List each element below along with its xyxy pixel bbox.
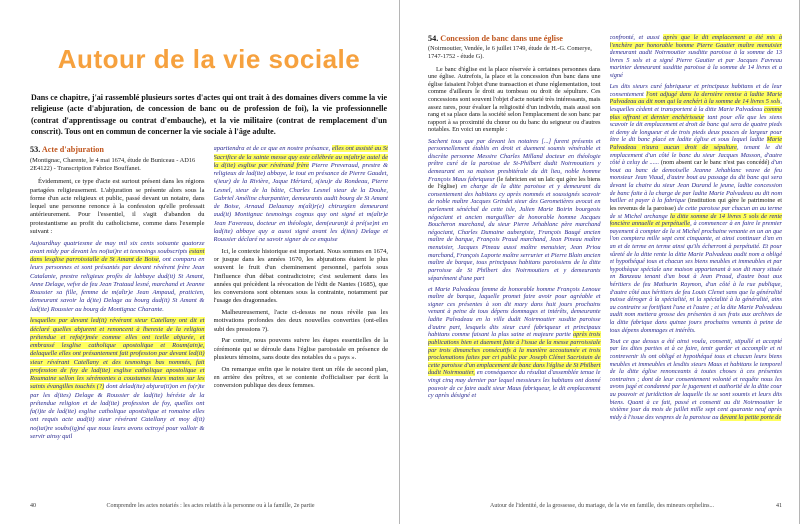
text-segment: (nom absent car le banc n'est pas concédé) <box>660 159 772 167</box>
highlighted-text: Marie Palvadeau n'aura aucun droit de sépulture <box>609 136 782 152</box>
right-page-footer <box>428 503 782 509</box>
section-title: Concession de banc dans une église <box>440 34 563 43</box>
transcription-paragraph <box>428 138 601 283</box>
right-page <box>400 0 800 524</box>
right-page-column-1 <box>428 34 601 492</box>
text-segment: de cette paroisse par chacun an au terme de st Michel archange <box>609 204 782 220</box>
text-segment: Pierre Preveraud, prestre & religieux de lad(ite) abbaye, le tout en présance de Pierre Gaudet, s(ieur) de la Rivière, Jaque Hériard, s(ieu)r du Rondeau, Pierre Lesnel, sieur de la bâtie, Charles Lesnel sieur de la Douhe, Gabriel Améline charpantier, demeurants audit bourg de St Amant de Boise, Arnaud Delaunay m(aît)r(e) chirurgien demeurant aud(it) Montignac tesmoings cognus quy ont signé et m(aîtr)e Jean Favereau, docteur en théologie, dem(euran)t à pré(se)nt en lad(ite) abbaye quy a aussi signé avant les d(ites) Delage et Roussier déclaré ne savoir signer de ce enquise <box>213 161 388 244</box>
text-segment: demeurant audit Noirmoutier susditte paroisse à la somme de 13 livres 5 sols et a signé Pierre Gautier et par Jacques Favreau marinier demeurant susditte paroisse à la somme de 14 livres et a signé <box>609 49 782 80</box>
text-segment: (institution qui gère le patrimoine et les revenus de la paroisse) <box>609 197 782 212</box>
left-page-column-2 <box>214 145 389 463</box>
source-reference: (Montignac, Charente, le 4 mai 1674, étude de Buniceau - AD16 2E4122) - Transcription Fabrice Bouffanet. <box>30 156 196 173</box>
text-segment: On remarque enfin que le notaire tient un rôle de second plan, en arrière des prêtres, et se contente d'officialiser par écrit la conversion publique des deux femmes. <box>213 365 388 390</box>
highlighted-text: après que le dit emplacement a été mis à l'enchère par honorable homme Pierre Gautier maître menuisier <box>609 34 782 49</box>
page-number: 40 <box>30 503 36 509</box>
highlighted-text: elles ont assisté au St Sacrifice de la sainte messe quy este célébrée au m(aîtr)e autel de la d(ite) esglise par révérand frère <box>213 145 388 169</box>
text-segment: tant pour elle que les siens scavoir le dit emplacement et droit de banc qui sera de quatre pieds et demy de longueur et de trois pieds deux pouces de largeur pour être le dit banc placé en ladite église et sous lequel ladite <box>609 113 782 144</box>
highlighted-text: la ditte somme de 14 livres 5 sols de rente foncière annuelle et perpétuelle <box>609 212 782 228</box>
transcription-paragraph <box>610 34 783 80</box>
text-segment: Le banc d'église est la place réservée à certaines personnes dans une église. Autrefois, la place et la concession d'un banc dans une église faisaient l'objet d'une transaction et d'une réglementation, tout comme d'ailleurs le droit au tombeau ou droit de sépulture. Ces concessions sont souvent l'objet d'acte notarié très intéressants, mais assez rares, pour évaluer la religiosité d'un individu, mais aussi son rang et sa place dans la société selon l'emplacement de son banc par rapport à sa proximité du chœur ou du banc du seigneur ou d'autres notables. En voici un exemple : <box>428 65 601 134</box>
text-segment: (le fabricien est un laïc qui gère les biens de l'église) <box>428 175 601 191</box>
text-segment: , à commencer à en faire le premier payement à compter de la st Michel prochaine venante en un an que l'on comptera mille sept cent cinquante, et ainsi continuer d'an en an et de terme en terme ainsi qu'ils écherront à perpétuité. Et pour sûreté de la ditte rente la ditte Marie Palvadeau audit nom a obligé et hypothéqué tous et chacun ses biens meubles et immeubles et par hypothèque spéciale une maison appartenant à son dit mary située en Banzeau tenant d'un bout à Jean Praud, d'autre bout aux héritiers de feu Mathurin Raymon, d'un côté à la rue publique, d'autre côté aux héritiers de feu Louis Clenet sans que la généralité puisse déroger à la spécialité, ni la spécialité à la généralité, ains au contraire se fortifiant l'une et l'autre ; et la dite Marie Palvadeau audit nom mettera grosse des présentes à ses frais aux archives de la ditte fabrique dans quinze jours prochains venants à peine de tous dépens dommages et intérêts. <box>609 220 782 334</box>
section-number: 54. <box>428 34 441 43</box>
text-segment: Par contre, nous pouvons suivre les étapes essentielles de la cérémonie qui se déroule dans l'église paroissiale en présence de plusieurs témoins, sans doute des notables du « pays ». <box>213 337 388 361</box>
highlighted-text: devant la petite porte de <box>720 413 782 421</box>
text-segment: , tenant le dit emplacement d'un côté le banc du sieur Jacques Masson, d'autre côté à celuy de ...... <box>609 144 782 167</box>
text-segment: d'un bout au banc de demoiselle Jeanne Jehablanc veuve de feu monsieur Jean Viaud, d'autre bout au passage du dit banc qui sera devant la chaire du sieur Jean Durand le jeune, ladite concession de banc faite à la charge de par ladite Marie Palvadeau au dit nom bailler et payer à la fabrique <box>609 159 782 205</box>
text-segment: confronté, et aussi <box>609 34 664 41</box>
transcription-paragraph <box>610 338 783 422</box>
right-page-columns <box>428 34 782 492</box>
running-footer: Autour de l'identité, de la grossesse, du mariage, de la vie en famille, des mineurs orphelins... <box>489 503 715 509</box>
text-segment: Sachent tous que par devant les notaires [...] furent présents et personnellement établis en droit et duement soumis vénérable et discrète personne Messire Charles Milland docteur en théologie prêtre curé de la paroisse de St-Philbert dudit Noirmoutiers y demeurant en sa maison presbitérale du dit lieu, noble homme François Maus fabriqueur <box>428 137 601 183</box>
right-page-column-2 <box>610 34 783 492</box>
source-reference: (Noirmoutier, Vendée, le 6 juillet 1749, étude de H.-G. Comerye, 1747-1752 - étude G). <box>428 45 592 60</box>
text-segment: dont delad(ite) abjura(ti)on en fo(r)te par les d(ites) Delage & Roussier de lad(ite) hérésie de la prétendue religion et de lad(ite) profession de foy, quelles ont fa(i)te de lad(ite) esglise catholique apostolique et romaine elles ont requis acte aud(it) sieur révérant Catellany et moy d(it) no(tai)re soubs(ig)né que nous leurs avons octroyé pour valloir & servir ainsy quil <box>30 383 205 440</box>
text-segment: en conséquence du résultat d'assemblée tenue le vingt cinq may dernier par lequel messieurs les habitans ont donné pouvoir de ce faire audit sieur Maus fabriqueur, le dit emplacement cy après désigné et <box>428 369 601 400</box>
section-number: 53. <box>30 145 42 155</box>
body-paragraph <box>214 309 389 334</box>
body-paragraph <box>214 248 389 306</box>
left-page-column-1 <box>30 145 205 463</box>
transcription-paragraph <box>428 286 601 400</box>
body-paragraph <box>428 66 601 134</box>
page-number: 41 <box>776 503 782 509</box>
text-segment: , lesquelles cèdent et transportent à la ditte Marie Palvadeau <box>609 98 782 113</box>
body-paragraph <box>214 337 389 362</box>
text-segment: Tout ce que dessus a été ainsi voulu, consenti, stipullé et accepté par les dites parties et à ce faire, tenir garder et accomplir et ni contrevenir ils ont obligé et hypothéqué tous et chacun leurs biens meubles et immeubles et lesdits sieurs Maus et habitans le temporel de la ditte église renonceants à toutes choses à ces présentes contraires ; dont de leur consentement volonté et requête nous les avons jugé et condamné par le jugement et authorité de la ditte cour au pouvoir et juridiction de laquelle ils se sont soumis et leurs dits biens. Quant à ce fait, passé et consenti au dit Noirmoutier le sixième jour du mois de juillet mille sept cent quarante neuf après midy à l'issue des vespres de la paroisse au <box>609 337 782 421</box>
text-segment: , ont comparu en leurs personnes et sont présantés par devant révérent frère Jean Catalanie, prestre religieux profès de labbaye dud(it) St Amant, Anne Delage, vefve de feu Jean Trataud lesné, marchand et Jeanne Roussier sa fille, femme de m(aîtr)e Jean Ampaud, praticien, demeurant savoir la d(ite) Delage au bourg dud(it) St Amant & lad(ite) Roussier au bourg de Montignac Charante. <box>30 256 205 313</box>
body-paragraph <box>214 366 389 391</box>
text-segment: Évidemment, ce type d'acte est surtout présent dans les régions partagées religieusement. L'abjuration se présente alors sous la forme d'un acte religieux et public, passé devant un notaire, dans lequel une personne renonce à la confession qu'elle professait antérieurement. Pour l'essentiel, il s'agit d'abandon du protestantisme au profit du catholicisme, comme dans l'exemple suivant : <box>30 178 205 235</box>
highlighted-text: lesquelles par devant led(it) révérant sieur Catellany ont dit et déclaré quelles abjurent et renoncent à lheresie de la religion prétendue et refo(r)mée comme elles ont icelle abjurée, et embrassé lesglise catholique apostolique et Roum(ain)e, delaquelle elles ont présantement fait profession par devant led(it) sieur révérant Catellany et des tesmoings bas nommés, fait profession de foy de lad(ite) esglise catholique apostolique et Roumaine sellon les sérémonies a coustumes leurs mains sur les saints évangilles touchés (?) <box>30 317 205 391</box>
highlighted-text: l'ont adjugé dans la dernière remise à ladite Marie Palvadeau au dit nom qui la enchéri à la somme de 14 livres 5 sols <box>609 90 782 106</box>
text-segment: Ici, le contexte historique est important. Nous sommes en 1674, or jusque dans les années 1670, les abjurations étaient le plus souvent le fruit d'un cheminement personnel, parfois sous l'influence d'un débat contradictoire; c'est seulement dans les années qui précèdent la révocation de l'édit de Nantes (1685), que les conversions sont obtenues sous la contrainte, notamment par l'usage des dragonnades. <box>213 247 388 305</box>
text-segment: Les dits sieurs curé fabriqueur et principaux habitans et de leur consentement <box>609 83 782 98</box>
transcription-paragraph <box>30 317 205 441</box>
text-segment: et Marie Palvadeau femme de honorable homme François Lenoue maître de barque, laquelle promet faire avoir pour agréable et signer ces présentes à son dit mary dans huit jours prochains venant à peine de tous dépens dommages et intérêts, demeurante ladite Palvadeau en la ville dudit Noirmoutier susdite paroisse d'autre part, lesquels dits sieur curé fabriqueur et principaux habitans comme faisant la plus saine et majeure partie <box>428 285 601 339</box>
section-title: Acte d'abjuration <box>41 145 104 155</box>
text-segment: apartiendra et de ce que en nostre présance, <box>213 145 332 153</box>
highlighted-text: comme plus offrant et dernier enchérisseur <box>609 105 782 121</box>
section-heading <box>30 145 205 155</box>
text-segment: en charge de la ditte paroisse et y demeurant du consentement des habitans cy après nommés et soussignés scavoir de noble maître Jacques Grindet sieur des Gerometières avocat en parlement sénéchal de cette isle, Julien Marie Boirin bourgeois négociant et ancien marguillier de honorable homme Jacques Boucheron marchand, du sieur Pierre Jehablanc père marchand négociant, Charles Dumaine aubergiste, François Baugé ancien maître de barque, François Praud marchand, Jean Pineau maître menuisier, Jacques Pineau aussi maître menuisier, Jean Priou marchand, François Laporte maître serrurier et Pierre Blain ancien maître de barque, tous principaux habitans paroissiens de la ditte parroisse de St Philbert des Noirmoutiers et y demeurants séparément d'une part <box>428 183 601 282</box>
text-segment: Aujourdhuy quatriesme de may mil six cents soixante quatorze avant midy par devant les no(tai)re et tesmoings soubscripts <box>30 239 205 255</box>
chapter-title: Autour de la vie sociale <box>57 44 361 74</box>
running-footer: Comprendre les actes notariés : les actes relatifs à la personne ou à la famille, 2e partie <box>106 503 315 509</box>
body-paragraph <box>30 178 205 236</box>
left-page-columns <box>30 145 388 463</box>
highlighted-text: estant dans lesglise parroissialle de St Amant de Boise <box>30 247 205 264</box>
transcription-paragraph <box>610 83 783 334</box>
chapter-intro: Dans ce chapitre, j'ai rassemblé plusieurs sortes d'actes qui ont trait à des domaines divers comme la vie religieuse (acte d'abjuration, de concession de banc ou de profession de foi), la vie professionnelle (contrat d'apprentissage ou contrat d'embauche), et la vie militaire (contrat de remplacement d'un conscrit). Tous ont en commun de concerner la vie sociale à l'âge adulte. <box>31 93 387 137</box>
text-segment: Malheureusement, l'acte ci-dessus ne nous révèle pas les motivations profondes des deux nouvelles converties (ont-elles subi des pressions ?). <box>213 309 388 333</box>
section-heading <box>428 34 601 44</box>
left-page-footer <box>30 503 385 509</box>
transcription-paragraph <box>214 145 389 244</box>
highlighted-text: après trois publications bien et duement faite à l'issue de la messe parroissiale par trois dimanches consécutifs à la manière accoutumée et trois proclamations faites par cri public par Joseph Clénet Sacristain de cette paroisse d'un emplacement de banc dans l'église de St Philbert dudit Noirmoutier, <box>428 331 601 377</box>
transcription-paragraph <box>30 240 205 314</box>
